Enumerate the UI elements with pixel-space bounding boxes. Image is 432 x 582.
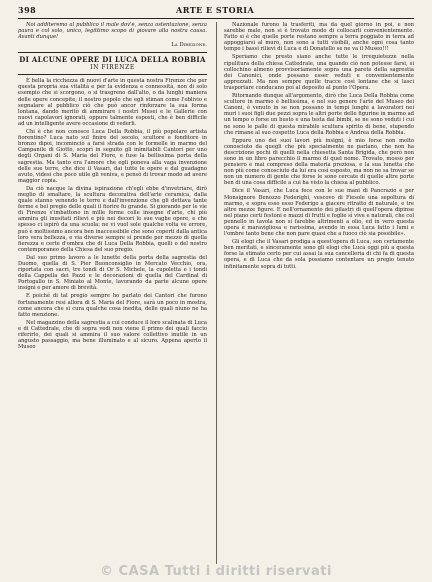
right-column-body xyxy=(224,22,414,270)
section-rule-bottom xyxy=(18,74,207,75)
page-number: 398 xyxy=(18,5,37,15)
watermark-text: © CASA Tutti i diritti riservati xyxy=(100,564,332,579)
intro-block xyxy=(18,22,207,48)
column-divider xyxy=(216,22,217,564)
article-paragraph: Dal suo primo lavoro a le lunette della porta della sagrestia del Duomo, quella di S. Pier Buonconsiglio in Mercato Vecchio, ora, riportata con sacri, tre tondi di Or S. Michele, la cupoletta e i tondi della Cappella dei Pazzi e le decorazioni di quella del Cardinal di Portogallo in S. Miniato al Monte, lavorando da parte alcune opere insigni e per amore di brevità. xyxy=(18,254,207,292)
section-rule-top xyxy=(18,52,207,53)
article-paragraph: Ritornando dunque all'argomento, dirò che Luca Della Robbia come scultore in marmo è bellissima, e nel suo genere l'arte del Museo dei Canoni, è venuto in se non possano in tempi lunghi a lavoratori nei muri i suoi figli due pezzi sopra le altri porte delle figurine in marmo ad un tempo o forse un busto e una testa dai bimbi, se ne sono veduti i cui ne sono le palle di questa mirabile scultura spirito di bene, stupendo che rimane al suo cospetto Luca della Robbia e Andrea della Robbia. xyxy=(224,93,414,136)
article-paragraph: Chi è che non conosce Luca Della Robbia, il più popolare artista fiorentino? Luca nato sul finire del secolo, scultore e fonditore in bronzo dipoi, incominciò a farsi strada con le formelle in marmo del Campanile di Giotto, scoprì in seguito gli inimitabili Cantori per uno degli Organi di S. Maria del Fiore, e fuse la bellissima porta della sagrestia. Ma tanto era l'amore che egli poneva alla vaga invenzione delle sue terre, che dice il Vasari, dai tutte le opere e dal guadagno avuto, videsi che poco utile gli veniva, e pensò di trovar modo ad avere maggior copia. xyxy=(18,129,207,184)
intro-signature: La Direzione. xyxy=(171,42,207,49)
article-paragraph: Eppure uno dei suoi lavori più insigni, è mio forse non molto conosciuto da quegli che più specialmente ne parlano, che non ha descrizione pochi di quelli nella chiesetta Santa Brigida, che però non sono in un libro parecchio il marmo di quel nome. Trovato, mosso per pensiero e mai compreso della materia preziosa, e la sua lunetta che non più come conosciuto da lui era così esposto, ma non ne sa trovar se non un numero di gente che forse le sono cercate di quelle altre porte ben di una cosa difficile a cui ha visto la chiesa al pubblico. xyxy=(224,137,414,187)
article-paragraph: Gli elogi che il Vasari prodiga a quest'opera di Luca, son certamente ben meritati, e sinceramente sono gli elogi che Luca oggi più a questa forse la stimato certo per cui assai la sua cancelleria di chi fa di questa opera, e di Luca che da sola possiamo contentare un pregio tenuto infinitamente sopra di tutti. xyxy=(224,239,414,270)
article-paragraph: Dice il Vasari, che Luca fece con le sue mani di Pancrazio e per Monsignore Benozzo Federighi, vescovo di Fiesole una sepoltura di marmo, e sopra esso esso Federigo a giacere ritratto di naturale, e tre altre mezze figure. E nell'ornamento dei pilastri di quell'opera dipinse nel piano certi festoni e mazzi di frutti e foglie sì vive e naturali, che col pennello in tavola non si farebbe altrimenti a olio, ed in vero questa opera è maravigliosa e rarissima, avendo in essa Luca fatto i lumi e l'ombre tanto bene che non pare quasi che a fuoco ciò sia possibile». xyxy=(224,188,414,238)
article-paragraph: Nazionale furono là trasferiti, ma da quel giorno in poi, e non sarebbe male, non si è trovato modo di collocarli convenientemente. Fatto si è che quelle porte restano sempre a terra poggiato in terra ad appoggiarsi al muro, non sono a tutti visibili, anche ogni cosa tanto tempo i bassi rilievi di Luca e di Donatello se ne va il Museo!!! xyxy=(224,22,414,53)
article-paragraph: Da ciò nacque la divina ispirazione ch'egli ebbe d'invetriare, dirò meglio di smaltare, la scultura decorativa dell'arte ceramica, dalla quale stanno venendo le terre e dall'invenzione che gli dettava tante ferme e bel pregio delle quali il fiorire fu grande. Si giorando per le vie di Firenze s'imbattono in mille forme colle insegne d'arte, chi più ammira gli inusitati rilievi e più nei decori le sue vaghe opere, e che spesso ci ispirò da una scuola: ne vi vuol sole qualche volta ve errore, può è moltissimo ancora ben inaccessibile che sono coperti dalla antica loro vera bellezza, e via diverse sempre si prende per mezzo di quella fierezza e certe d'ombra che di Luca Della Robbia, quelli o del nostro contemporaneo della Chiesa del suo pregio. xyxy=(18,185,207,253)
article-paragraph: È bella la ricchezza di nuovi d'arte in questa nostra Firenze che per questa propria sua vitalità e per la evidenza e connessità, non di solo esempio che si scorgono, o si trasgreno dall'alto, o da lunghi maniera delle opere concepite, il nostro popolo che egli stiman come l'oblivio e segnalare al pubblico ciò che può ancor rinforzare la sua forma lontana, dando meritò di ammirare i nostri Musei e le Gallerie con nuovi capolavori ignorati, oppure talmente esposti, che è ben difficile ad un intelligente avere occasione di vederli. xyxy=(18,78,207,127)
article-title: DI ALCUNE OPERE DI LUCA DELLA ROBBIA xyxy=(19,55,206,65)
article-paragraph: Nel magazzino della sagrestia a cui conduce il loro scalinata di Luca e di Cattedrale, che di sopra vedi non viene il primo dei quali faccio riferirlo, dei quali si ammira il suo valore collettivo inutile in un angusto passaggio, ma bene illuminato e al sicuro. Appena aperto il Museo xyxy=(18,319,207,351)
left-column-body xyxy=(18,78,207,350)
left-column xyxy=(18,22,207,562)
article-subtitle: IN FIRENZE xyxy=(90,64,135,72)
header-rule xyxy=(18,18,414,19)
article-paragraph: E poiché di tal pregio sempre ho parlato dei Cantori che furono fortunamente resi allora di S. Maria del Fiore, sarà un poco in mostra, come ancora che si cura qualche cosa inedita, delle quali niuno ne ha fatto menzione. xyxy=(18,293,207,318)
article-paragraph: Speriamo che presto siano anche tutte le irrequietezze nella ripulitura della chiesa Cattedrale, una quando ciò non potesse farsi, si collochino almeno provvisoriamente sopra una parete della sagrestia dei Canonici, onde possano esser veduti e convenientemente apprezzati. Ma non sempre quelle tracce così lontane che si lasci trasportare conducano poi al deposito al punto l'Opera. xyxy=(224,54,414,91)
page-header xyxy=(18,3,414,17)
running-title: ARTE E STORIA xyxy=(175,5,255,15)
intro-text: Noi additeremo al pubblico il male dov'è, senza ostentazione, senza paura e col solo, unico, legittimo scopo di giovare alla nostra causa. Avanti dunque! xyxy=(18,22,207,41)
right-column xyxy=(224,22,414,562)
